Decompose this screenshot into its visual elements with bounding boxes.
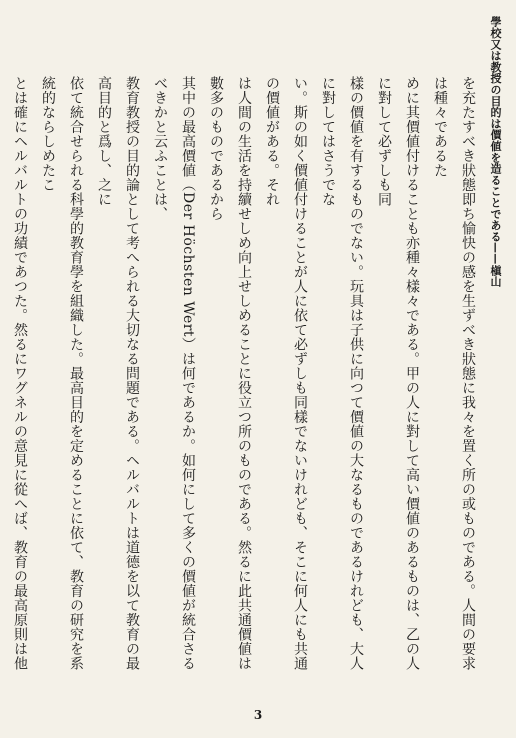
text-line: い。斯の如く價値付けることが人に依て必ずしも同樣でないけれども、そこに何人にも共通の價値がある。それ <box>264 76 308 671</box>
text-line: 依て統合せられる科學的教育學を組織した。最高目的を定めることに依て、教育の研究を系統的ならしめたこ <box>40 76 84 671</box>
running-header: 學校又は教授の目的は價値を造ることである——槇山 <box>489 16 502 288</box>
text-line: 教育教授の目的論として考へられる大切なる問題である。ヘルバルトは道德を以て教育の最高目的と爲し、之に <box>96 76 140 671</box>
page-number: 3 <box>253 708 263 722</box>
text-line: とは確にヘルバルトの功績であつた。然るにワグネルの意見に從へば、教育の最高原則は他 <box>12 76 28 671</box>
text-line: を充たすべき狀態即ち愉快の感を生ずべき狀態に我々を置く所の或ものである。人間の要求は種々であるた <box>432 76 476 671</box>
text-line: 樣の價値を有するものでない。玩具は子供に向つて價値の大なるものであるけれども、大人に對してはさうでな <box>320 76 364 671</box>
text-line: めに其價値付けることも亦種々樣々である。甲の人に對して高い價値のあるものは、乙の人に對して必ずしも同 <box>376 76 420 671</box>
body-text <box>12 76 482 676</box>
text-line: は人間の生活を持續せしめ向上せしめることに役立つ所のものである。然るに此共通價値は數多のものであるから <box>208 76 252 671</box>
text-line: 其中の最高價値（Der Höchsten Wert）は何であるか。如何にして多くの價値が統合さるべきかと云ふことは、 <box>152 76 196 671</box>
